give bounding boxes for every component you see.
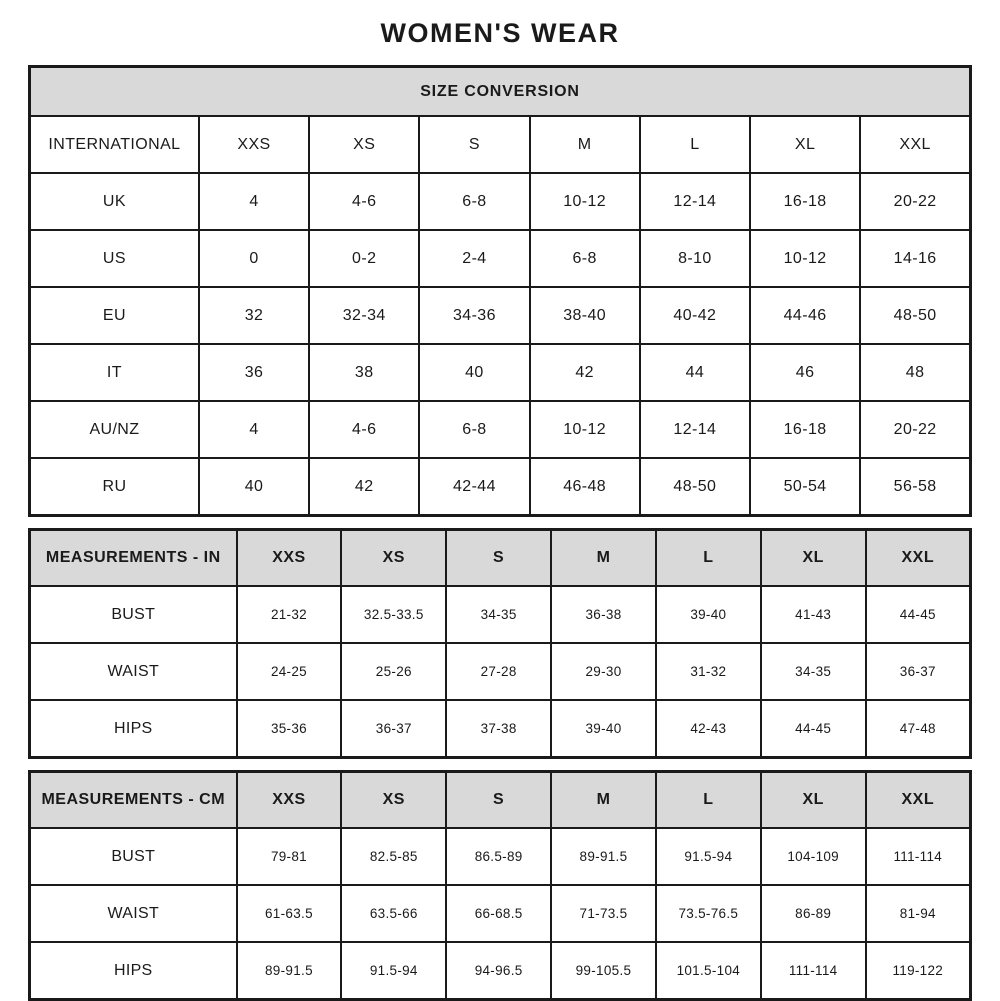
value-cell: 82.5-85 bbox=[341, 828, 446, 885]
row-label: EU bbox=[30, 287, 199, 344]
value-cell: 31-32 bbox=[656, 643, 761, 700]
row-label: INTERNATIONAL bbox=[30, 116, 199, 173]
size-column-header: L bbox=[656, 772, 761, 829]
table-row bbox=[30, 173, 971, 230]
value-cell: 32-34 bbox=[309, 287, 419, 344]
size-column-header: XXL bbox=[866, 772, 971, 829]
value-cell: 4 bbox=[199, 173, 309, 230]
value-cell: 34-35 bbox=[761, 643, 866, 700]
value-cell: 66-68.5 bbox=[446, 885, 551, 942]
value-cell: 39-40 bbox=[656, 586, 761, 643]
value-cell: 8-10 bbox=[640, 230, 750, 287]
value-cell: 32.5-33.5 bbox=[341, 586, 446, 643]
value-cell: 94-96.5 bbox=[446, 942, 551, 1000]
value-cell: 35-36 bbox=[237, 700, 342, 758]
table-row bbox=[30, 401, 971, 458]
value-cell: 40 bbox=[419, 344, 529, 401]
value-cell: M bbox=[530, 116, 640, 173]
size-conversion-table bbox=[28, 65, 972, 517]
value-cell: 21-32 bbox=[237, 586, 342, 643]
row-label: HIPS bbox=[30, 942, 237, 1000]
value-cell: 48 bbox=[860, 344, 970, 401]
row-label: IT bbox=[30, 344, 199, 401]
value-cell: 89-91.5 bbox=[551, 828, 656, 885]
value-cell: 4-6 bbox=[309, 401, 419, 458]
value-cell: 44 bbox=[640, 344, 750, 401]
value-cell: 16-18 bbox=[750, 173, 860, 230]
value-cell: 61-63.5 bbox=[237, 885, 342, 942]
value-cell: 12-14 bbox=[640, 401, 750, 458]
value-cell: 89-91.5 bbox=[237, 942, 342, 1000]
value-cell: 4 bbox=[199, 401, 309, 458]
value-cell: 119-122 bbox=[866, 942, 971, 1000]
value-cell: 44-46 bbox=[750, 287, 860, 344]
value-cell: S bbox=[419, 116, 529, 173]
measurements-in-body bbox=[30, 586, 971, 758]
value-cell: XS bbox=[309, 116, 419, 173]
size-column-header: XL bbox=[761, 530, 866, 587]
size-column-header: XXS bbox=[237, 772, 342, 829]
value-cell: 12-14 bbox=[640, 173, 750, 230]
value-cell: 24-25 bbox=[237, 643, 342, 700]
measurements-cm-body bbox=[30, 828, 971, 1000]
value-cell: 36-37 bbox=[866, 643, 971, 700]
row-label: WAIST bbox=[30, 885, 237, 942]
value-cell: 104-109 bbox=[761, 828, 866, 885]
measurements-cm-header bbox=[30, 772, 971, 829]
value-cell: 44-45 bbox=[866, 586, 971, 643]
size-column-header: XS bbox=[341, 530, 446, 587]
value-cell: 10-12 bbox=[750, 230, 860, 287]
value-cell: 10-12 bbox=[530, 173, 640, 230]
size-column-header: L bbox=[656, 530, 761, 587]
row-label: US bbox=[30, 230, 199, 287]
value-cell: XXS bbox=[199, 116, 309, 173]
table-banner-row bbox=[30, 67, 971, 117]
value-cell: 36-38 bbox=[551, 586, 656, 643]
value-cell: 38-40 bbox=[530, 287, 640, 344]
size-column-header: S bbox=[446, 772, 551, 829]
value-cell: 81-94 bbox=[866, 885, 971, 942]
table-row bbox=[30, 344, 971, 401]
value-cell: 16-18 bbox=[750, 401, 860, 458]
value-cell: 39-40 bbox=[551, 700, 656, 758]
value-cell: 42 bbox=[309, 458, 419, 516]
value-cell: 29-30 bbox=[551, 643, 656, 700]
value-cell: 42-44 bbox=[419, 458, 529, 516]
value-cell: 91.5-94 bbox=[341, 942, 446, 1000]
value-cell: 99-105.5 bbox=[551, 942, 656, 1000]
value-cell: 42 bbox=[530, 344, 640, 401]
table-header-row bbox=[30, 772, 971, 829]
value-cell: 37-38 bbox=[446, 700, 551, 758]
size-column-header: XXL bbox=[866, 530, 971, 587]
row-label: BUST bbox=[30, 586, 237, 643]
value-cell: XXL bbox=[860, 116, 970, 173]
value-cell: 48-50 bbox=[860, 287, 970, 344]
page-title: WOMEN'S WEAR bbox=[380, 18, 620, 48]
table-row bbox=[30, 287, 971, 344]
value-cell: 20-22 bbox=[860, 401, 970, 458]
row-label: AU/NZ bbox=[30, 401, 199, 458]
value-cell: 40 bbox=[199, 458, 309, 516]
value-cell: 27-28 bbox=[446, 643, 551, 700]
value-cell: 86.5-89 bbox=[446, 828, 551, 885]
value-cell: 42-43 bbox=[656, 700, 761, 758]
table-row bbox=[30, 116, 971, 173]
value-cell: 0-2 bbox=[309, 230, 419, 287]
size-column-header: XS bbox=[341, 772, 446, 829]
value-cell: 34-36 bbox=[419, 287, 529, 344]
value-cell: L bbox=[640, 116, 750, 173]
table-row bbox=[30, 458, 971, 516]
value-cell: 71-73.5 bbox=[551, 885, 656, 942]
value-cell: 46 bbox=[750, 344, 860, 401]
value-cell: 6-8 bbox=[419, 173, 529, 230]
value-cell: 40-42 bbox=[640, 287, 750, 344]
size-column-header: S bbox=[446, 530, 551, 587]
value-cell: 36-37 bbox=[341, 700, 446, 758]
size-column-header: XXS bbox=[237, 530, 342, 587]
header-label: MEASUREMENTS - CM bbox=[30, 772, 237, 829]
size-column-header: XL bbox=[761, 772, 866, 829]
value-cell: 111-114 bbox=[761, 942, 866, 1000]
value-cell: 101.5-104 bbox=[656, 942, 761, 1000]
table-row bbox=[30, 885, 971, 942]
value-cell: 6-8 bbox=[530, 230, 640, 287]
value-cell: 48-50 bbox=[640, 458, 750, 516]
value-cell: 14-16 bbox=[860, 230, 970, 287]
value-cell: 36 bbox=[199, 344, 309, 401]
value-cell: 56-58 bbox=[860, 458, 970, 516]
value-cell: 34-35 bbox=[446, 586, 551, 643]
value-cell: 63.5-66 bbox=[341, 885, 446, 942]
table-row bbox=[30, 942, 971, 1000]
measurements-cm-table bbox=[28, 770, 972, 1001]
row-label: BUST bbox=[30, 828, 237, 885]
value-cell: 0 bbox=[199, 230, 309, 287]
measurements-in-header bbox=[30, 530, 971, 587]
value-cell: 38 bbox=[309, 344, 419, 401]
value-cell: 44-45 bbox=[761, 700, 866, 758]
table-row bbox=[30, 586, 971, 643]
row-label: WAIST bbox=[30, 643, 237, 700]
value-cell: 25-26 bbox=[341, 643, 446, 700]
size-column-header: M bbox=[551, 772, 656, 829]
value-cell: 32 bbox=[199, 287, 309, 344]
row-label: RU bbox=[30, 458, 199, 516]
value-cell: XL bbox=[750, 116, 860, 173]
size-conversion-body bbox=[30, 116, 971, 516]
value-cell: 2-4 bbox=[419, 230, 529, 287]
value-cell: 41-43 bbox=[761, 586, 866, 643]
value-cell: 4-6 bbox=[309, 173, 419, 230]
value-cell: 86-89 bbox=[761, 885, 866, 942]
value-cell: 91.5-94 bbox=[656, 828, 761, 885]
value-cell: 46-48 bbox=[530, 458, 640, 516]
header-label: MEASUREMENTS - IN bbox=[30, 530, 237, 587]
value-cell: 6-8 bbox=[419, 401, 529, 458]
row-label: HIPS bbox=[30, 700, 237, 758]
value-cell: 20-22 bbox=[860, 173, 970, 230]
size-column-header: M bbox=[551, 530, 656, 587]
row-label: UK bbox=[30, 173, 199, 230]
size-conversion-banner: SIZE CONVERSION bbox=[30, 67, 971, 117]
table-row bbox=[30, 828, 971, 885]
value-cell: 47-48 bbox=[866, 700, 971, 758]
value-cell: 10-12 bbox=[530, 401, 640, 458]
value-cell: 79-81 bbox=[237, 828, 342, 885]
table-row bbox=[30, 700, 971, 758]
value-cell: 50-54 bbox=[750, 458, 860, 516]
value-cell: 73.5-76.5 bbox=[656, 885, 761, 942]
table-row bbox=[30, 230, 971, 287]
value-cell: 111-114 bbox=[866, 828, 971, 885]
measurements-in-table bbox=[28, 528, 972, 759]
table-row bbox=[30, 643, 971, 700]
table-header-row bbox=[30, 530, 971, 587]
